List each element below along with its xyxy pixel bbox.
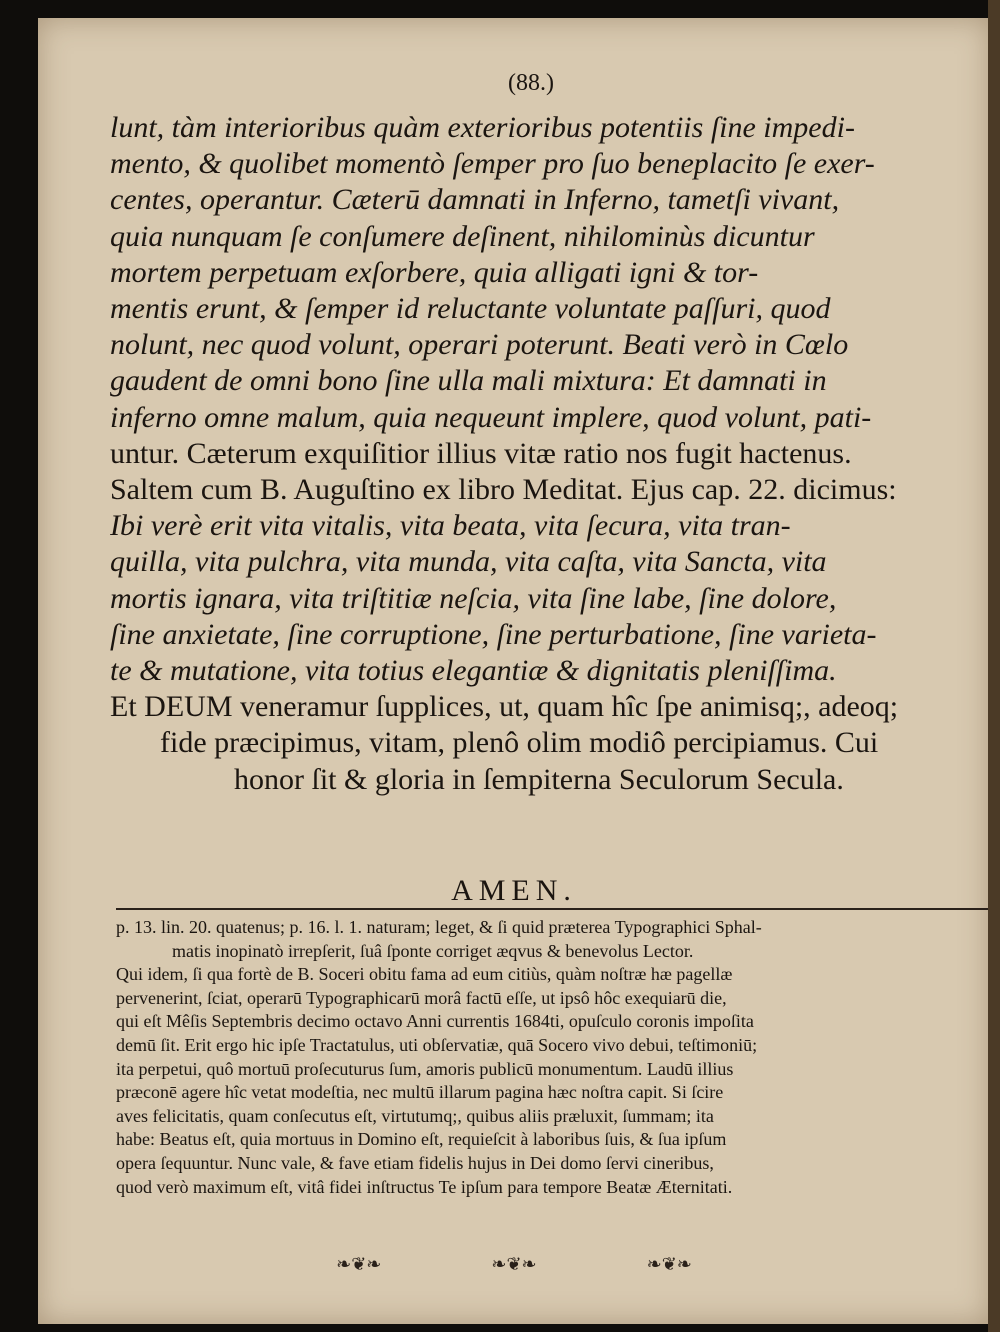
divider-rule [116,908,1000,910]
text-line: honor ſit & gloria in ſempiterna Seculorum Secula. [234,762,844,796]
book-page [38,18,990,1324]
text-line: Et DEUM veneramur ſupplices, ut, quam hîc ſpe animisq;, adeoq; [110,690,899,724]
footnote-line: p. 13. lin. 20. quatenus; p. 16. l. 1. naturam; leget, & ſi quid præterea Typographici Sphal- [116,917,762,937]
footnote-line: qui eſt Mêſis Septembris decimo octavo Anni currentis 1684ti, opuſculo coronis impoſita [116,1011,754,1032]
fleuron-icon: ❧❦❧ [491,1254,537,1274]
footnote-line: ita perpetui, quô mortuū proſecuturus ſum, amoris publicū monumentum. Laudū illius [116,1058,734,1079]
closing-amen: AMEN. [451,874,577,907]
footnote-line: pervenerint, ſciat, operarū Typographicarū morâ factū eſſe, ut ipsô hôc exequiarū die, [116,987,727,1008]
text-line: gaudent de omni bono ſine ulla mali mixtura: Et damnati in [110,364,827,398]
fleuron-icon: ❧❦❧ [646,1254,692,1274]
text-line: mortis ignara, vita triſtitiæ neſcia, vita ſine labe, ſine dolore, [110,581,837,615]
fleuron-icon: ❧❦❧ [336,1254,382,1274]
text-line: quia nunquam ſe conſumere deſinent, nihilominùs dicuntur [110,219,815,253]
footnote-line: quod verò maximum eſt, vitâ fidei inſtructus Te ipſum para tempore Beatæ Æternitati. [116,1176,733,1197]
text-line: nolunt, nec quod volunt, operari poterunt. Beati verò in Cœlo [110,328,849,362]
page-edge [988,0,1000,1332]
text-line: Ibi verè erit vita vitalis, vita beata, vita ſecura, vita tran- [110,509,791,543]
text-line: fide præcipimus, vitam, plenô olim modiô percipiamus. Cui [160,726,879,760]
footnote-line: aves felicitatis, quam conſecutus eſt, virtutumq;, quibus aliis præluxit, ſummam; ita [116,1105,714,1126]
text-line: mortem perpetuam exſorbere, quia alligati igni & tor- [110,255,759,289]
ornament-row [38,1254,990,1275]
text-line: Saltem cum B. Auguſtino ex libro Meditat. Ejus cap. 22. dicimus: [110,473,897,507]
text-line: ſine anxietate, ſine corruptione, ſine perturbatione, ſine varieta- [110,617,877,651]
text-line: mentis erunt, & ſemper id reluctante voluntate paſſuri, quod [110,292,831,326]
text-line: centes, operantur. Cæterū damnati in Inferno, tametſi vivant, [110,183,840,217]
footnote-line: Qui idem, ſi qua fortè de B. Soceri obitu fama ad eum citiùs, quàm noſtræ hæ pagellæ [116,964,733,985]
errata-footnote [116,916,1000,1199]
text-line: inferno omne malum, quia nequeunt implere, quod volunt, pati- [110,400,872,434]
footnote-line: præconē agere hîc vetat modeſtia, nec multū illarum pagina hæc noſtra capit. Si ſcire [116,1082,724,1103]
main-text [110,110,980,798]
text-line: te & mutatione, vita totius elegantiæ & dignitatis pleniſſima. [110,654,837,688]
footnote-line: habe: Beatus eſt, quia mortuus in Domino eſt, requieſcit à laboribus ſuis, & ſua ipſum [116,1129,727,1150]
page-number: (88.) [508,70,554,96]
text-line: mento, & quolibet momentò ſemper pro ſuo beneplacito ſe exer- [110,147,875,181]
text-line: untur. Cæterum exquiſitior illius vitæ ratio nos fugit hactenus. [110,436,852,470]
footnote-line: demū ſit. Erit ergo hic ipſe Tractatulus, uti obſervatiæ, quā Socero vivo debui, teſtimoniū; [116,1034,758,1055]
text-line: lunt, tàm interioribus quàm exterioribus potentiis ſine impedi- [110,111,855,144]
text-line: quilla, vita pulchra, vita munda, vita caſta, vita Sancta, vita [110,545,827,579]
footnote-line: matis inopinatò irrepſerit, ſuâ ſponte corriget æqvus & benevolus Lector. [172,940,694,961]
footnote-line: opera ſequuntur. Nunc vale, & fave etiam fidelis hujus in Dei domo ſervi cineribus, [116,1152,714,1173]
